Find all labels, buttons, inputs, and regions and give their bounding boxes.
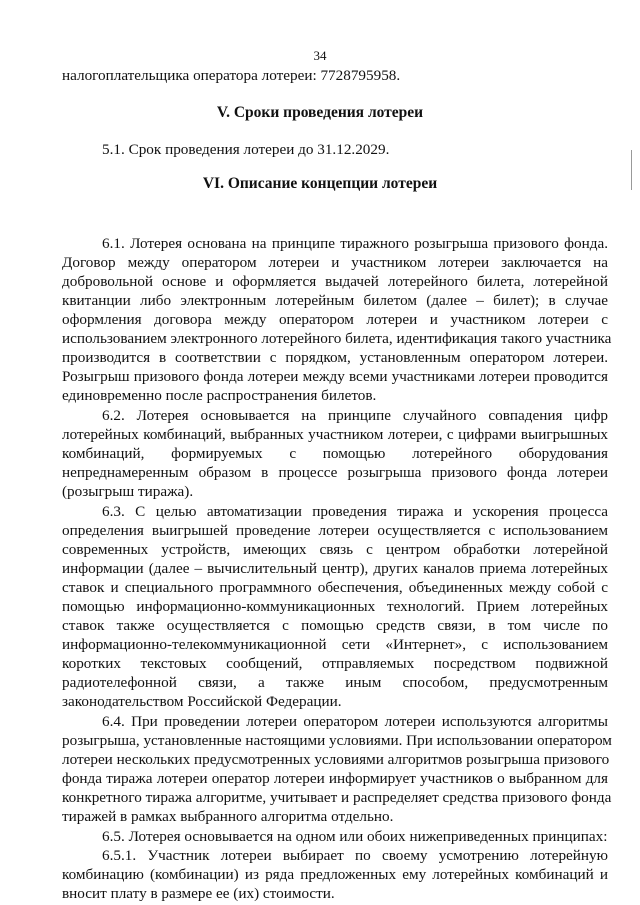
text-line: непреднамеренным образом в процессе розыгрыша призового фонда лотереи [62, 464, 608, 481]
text-line: комбинацию (комбинации) из ряда предложенных ему лотерейных комбинаций и [62, 866, 608, 883]
scan-edge-mark [631, 150, 632, 190]
text-line: фонда тиража лотереи оператор лотереи информирует участников о выбранном для [62, 770, 608, 787]
text-line: 6.2. Лотерея основывается на принципе случайного совпадения цифр [102, 407, 608, 424]
text-line: определения выигрышей проведение лотереи осуществляется с использованием [62, 522, 608, 539]
text-line: законодательством Российской Федерации. [62, 693, 342, 710]
text-line: лотереи нескольких предусмотренных условиями алгоритмов розыгрыша призового [62, 751, 610, 768]
text-line: вносит плату в размере ее (их) стоимости. [62, 885, 335, 902]
text-line: розыгрыша, установленные настоящими условиями. При использовании оператором [62, 732, 612, 749]
section-heading: V. Сроки проведения лотереи [216, 104, 424, 121]
text-line: оформления договора между оператором лотереи и участником лотереи с [62, 311, 608, 328]
text-line: использованием электронного лотерейного билета, идентификация такого участника [62, 330, 612, 347]
page-number: 34 [313, 48, 327, 63]
text-line: информационно-телекоммуникационной сети «Интернет», с использованием [62, 636, 608, 653]
text-line: комбинаций, формируемых с помощью лотерейного оборудования [62, 445, 608, 462]
text-line: ставок и специального программного обеспечения, объединенных между собой с [62, 579, 608, 596]
text-line: конкретного тиража алгоритме, учитывает и распределяет средства призового фонда [62, 789, 612, 806]
text-line: 5.1. Срок проведения лотереи до 31.12.2029. [102, 141, 390, 158]
text-line: информации (далее – вычислительный центр), других каналов приема лотерейных [62, 560, 608, 577]
text-line: помощью информационно-коммуникационных технологий. Прием лотерейных [62, 598, 608, 615]
text-line: 6.1. Лотерея основана на принципе тиражного розыгрыша призового фонда. [102, 235, 608, 252]
text-line: производится в соответствии с порядком, установленным оператором лотереи. [62, 349, 608, 366]
text-line: (розыгрыш тиража). [62, 483, 194, 500]
text-line: тиражей в рамках выбранного алгоритма отдельно. [62, 808, 394, 825]
text-line: радиотелефонной связи, а также иным способом, предусмотренным [62, 674, 608, 691]
text-line: 6.3. С целью автоматизации проведения тиража и ускорения процесса [102, 503, 608, 520]
text-line: добровольной основе и оформляется выдачей лотерейного билета, лотерейной [62, 273, 608, 290]
text-line: 6.5.1. Участник лотереи выбирает по своему усмотрению лотерейную [102, 847, 608, 864]
text-line: лотерейных комбинаций, выбранных участником лотереи, с цифрами выигрышных [62, 426, 608, 443]
text-line: 6.5. Лотерея основывается на одном или обоих нижеприведенных принципах: [102, 828, 608, 845]
text-line: коротких текстовых сообщений, отправляемых посредством подвижной [62, 655, 608, 672]
section-heading: VI. Описание концепции лотереи [202, 175, 438, 192]
text-line: Розыгрыш призового фонда лотереи между всеми участниками лотереи проводится [62, 368, 608, 385]
text-line: Договор между оператором лотереи и участником лотереи заключается на [62, 254, 608, 271]
text-line: 6.4. При проведении лотереи оператором лотереи используются алгоритмы [102, 713, 608, 730]
text-line: ставок также осуществляется с помощью средств связи, в том числе по [62, 617, 608, 634]
text-line: налогоплательщика оператора лотереи: 7728795958. [62, 67, 401, 84]
text-line: единовременно после распространения билетов. [62, 387, 377, 404]
text-line: современных устройств, имеющих связь с центром обработки лотерейной [62, 541, 608, 558]
text-line: квитанции либо электронным лотерейным билетом (далее – билет); в случае [62, 292, 608, 309]
